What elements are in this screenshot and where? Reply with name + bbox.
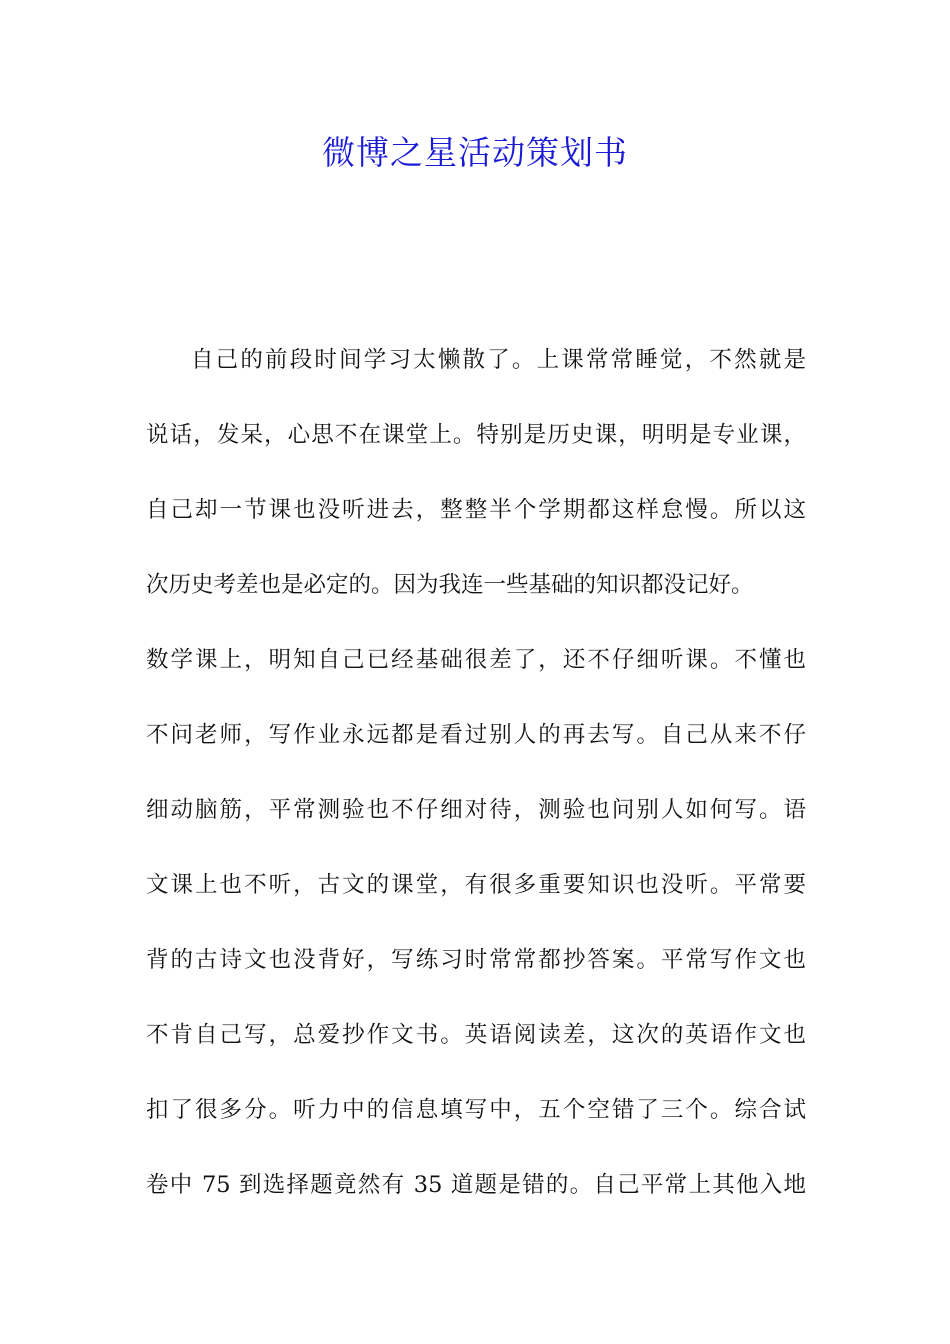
paragraph-line: 卷中 75 到选择题竟然有 35 道题是错的。自己平常上其他入地 (146, 1172, 806, 1198)
document-body (146, 332, 806, 1232)
paragraph-line: 背的古诗文也没背好，写练习时常常都抄答案。平常写作文也 (146, 947, 806, 973)
paragraph-line: 不问老师，写作业永远都是看过别人的再去写。自己从来不仔 (146, 722, 806, 748)
paragraph-line: 细动脑筋，平常测验也不仔细对待，测验也问别人如何写。语 (146, 797, 806, 823)
document-title: 微博之星活动策划书 (322, 133, 628, 172)
paragraph-line: 扣了很多分。听力中的信息填写中，五个空错了三个。综合试 (146, 1097, 806, 1123)
paragraph-line: 自己却一节课也没听进去，整整半个学期都这样怠慢。所以这 (146, 497, 806, 523)
paragraph-line: 说话，发呆，心思不在课堂上。特别是历史课，明明是专业课， (146, 422, 806, 448)
paragraph-line: 自己的前段时间学习太懒散了。上课常常睡觉，不然就是 (191, 347, 806, 373)
paragraph-line: 不肯自己写，总爱抄作文书。英语阅读差，这次的英语作文也 (146, 1022, 806, 1048)
paragraph-line: 文课上也不听，古文的课堂，有很多重要知识也没听。平常要 (146, 872, 806, 898)
paragraph-line: 数学课上，明知自己已经基础很差了，还不仔细听课。不懂也 (146, 647, 806, 673)
paragraph-line: 次历史考差也是必定的。因为我连一些基础的知识都没记好。 (146, 572, 754, 598)
